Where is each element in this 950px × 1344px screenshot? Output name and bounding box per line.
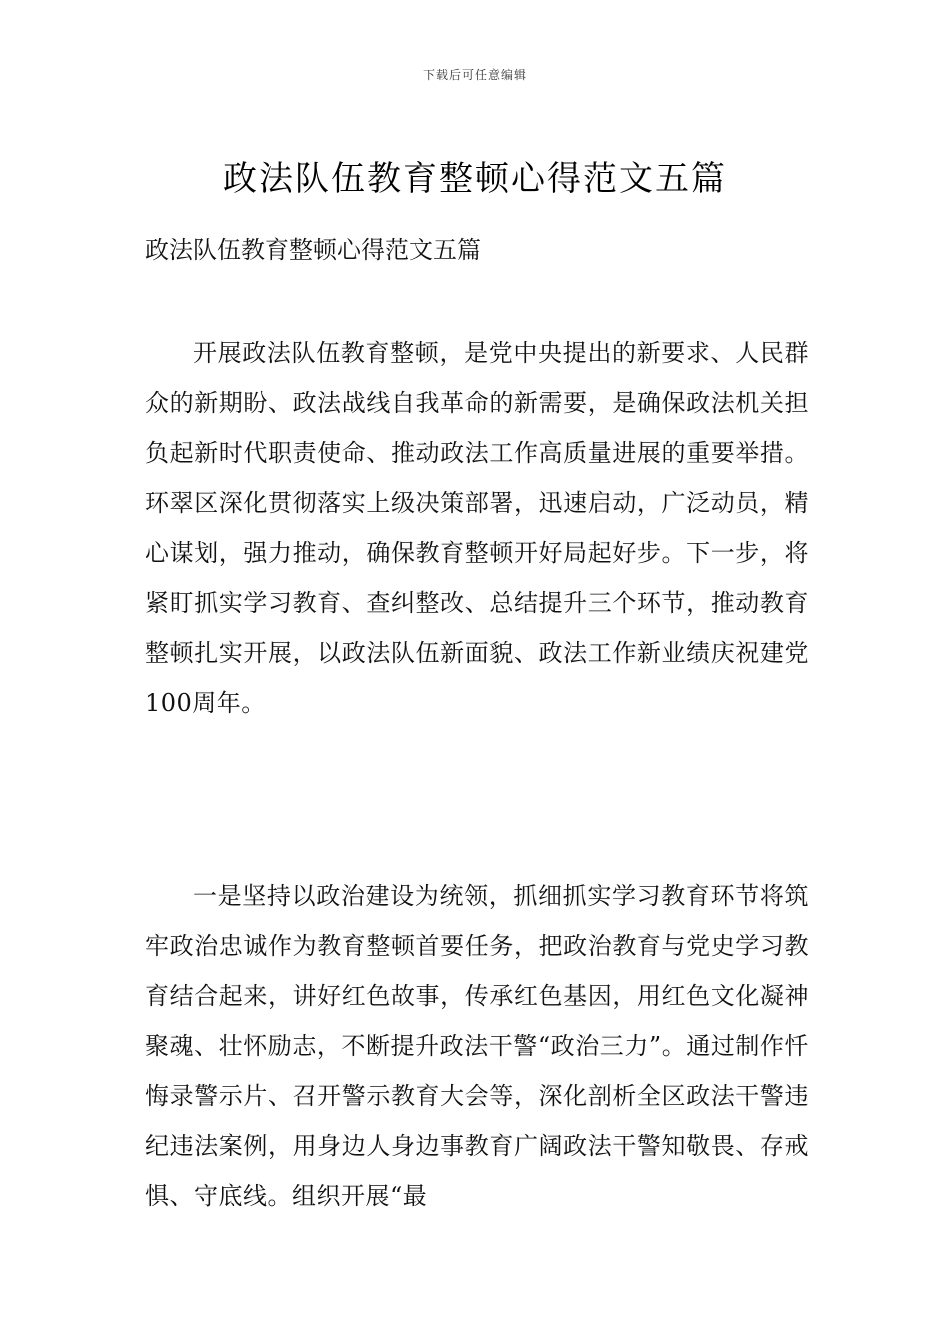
- header-note: 下载后可任意编辑: [422, 68, 527, 82]
- body-paragraph-2: 一是坚持以政治建设为统领，抓细抓实学习教育环节将筑牢政治忠诚作为教育整顿首要任务，把政治教育与党史学习教育结合起来，讲好红色故事，传承红色基因，用红色文化凝神聚魂、壮怀励志，不断提升政法干警“政治三力”。通过制作忏悔录警示片、召开警示教育大会等，深化剖析全区政法干警违纪违法案例，用身边人身边事教育广阔政法干警知敬畏、存戒惧、守底线。组织开展“最: [145, 882, 809, 1210]
- body-paragraph-1: 开展政法队伍教育整顿，是党中央提出的新要求、人民群众的新期盼、政法战线自我革命的新需要，是确保政法机关担负起新时代职责使命、推动政法工作高质量进展的重要举措。环翠区深化贯彻落实上级决策部署，迅速启动，广泛动员，精心谋划，强力推动，确保教育整顿开好局起好步。下一步，将紧盯抓实学习教育、查纠整改、总结提升三个环节，推动教育整顿扎实开展，以政法队伍新面貌、政法工作新业绩庆祝建党100周年。: [145, 339, 809, 717]
- document-subtitle: 政法队伍教育整顿心得范文五篇: [145, 236, 481, 264]
- document-title: 政法队伍教育整顿心得范文五篇: [223, 158, 727, 199]
